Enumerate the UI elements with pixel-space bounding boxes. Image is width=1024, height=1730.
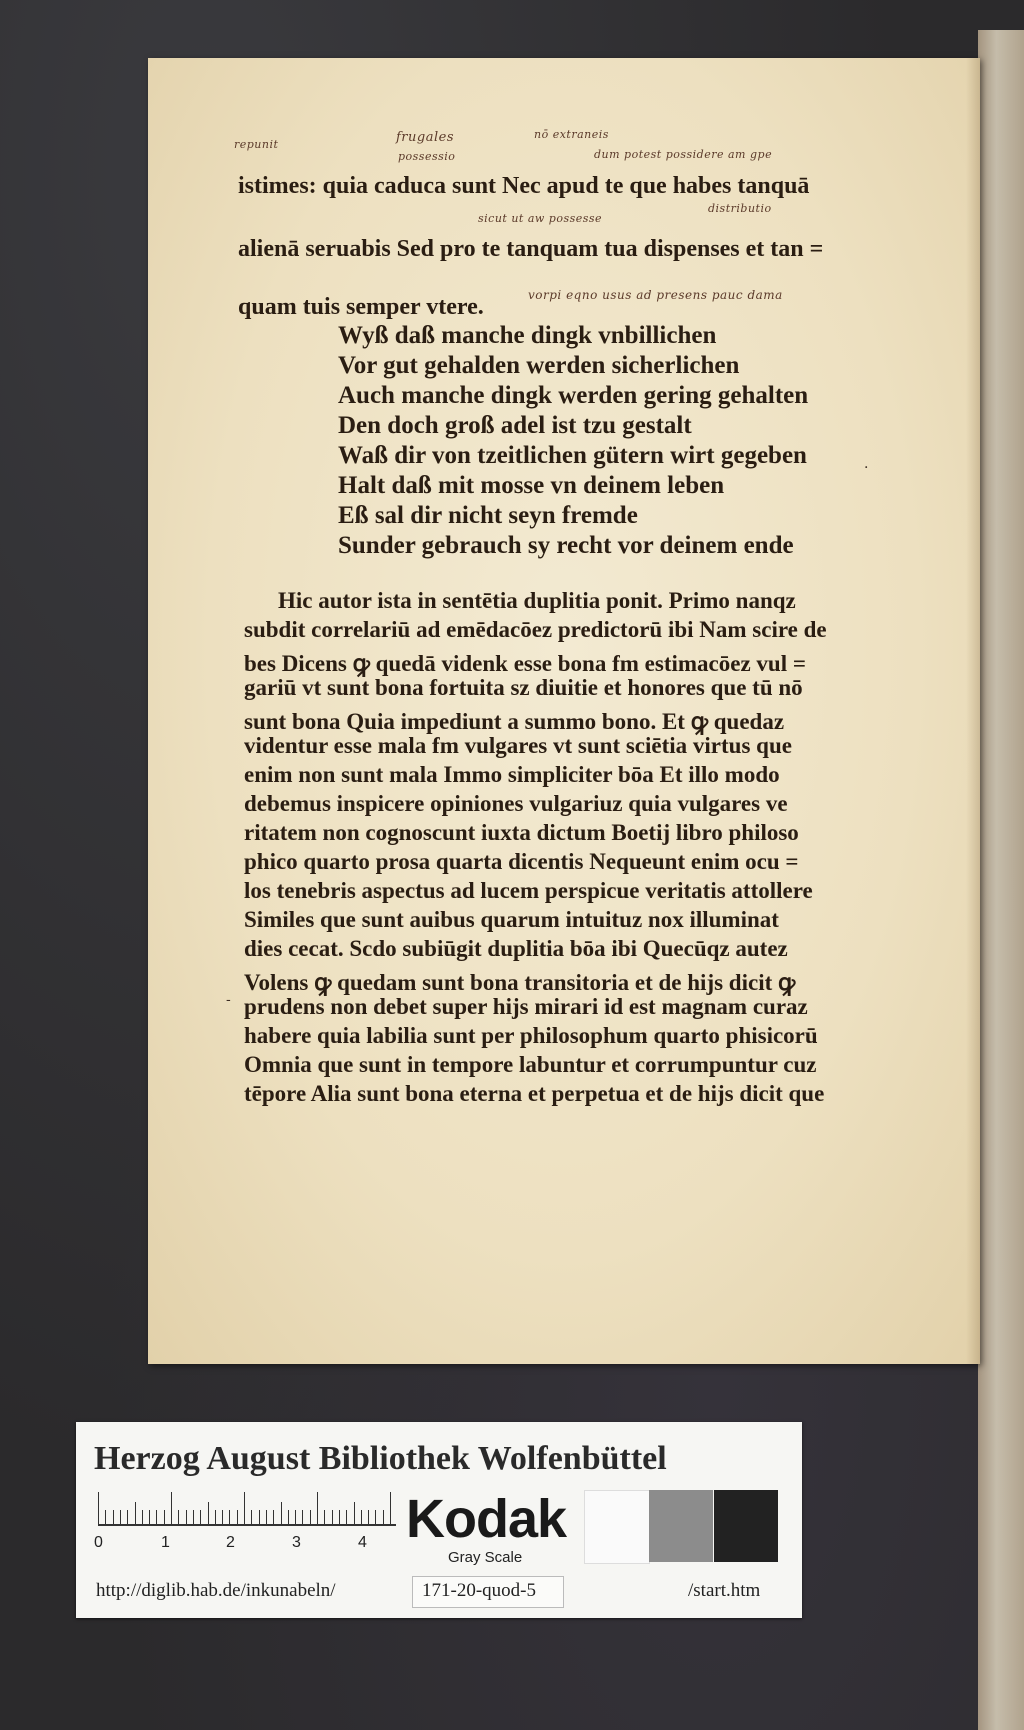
library-title: Herzog August Bibliothek Wolfenbüttel (94, 1440, 667, 1477)
verse-line: Halt daß mit mosse vn deinem leben (338, 472, 725, 499)
ruler-tick (244, 1492, 245, 1524)
verse-line: Vor gut gehalden werden sicherlichen (338, 352, 740, 379)
verse-line: Wyß daß manche dingk vnbillichen (338, 322, 717, 349)
facing-page-edge (978, 30, 1024, 1730)
url-prefix: http://diglib.hab.de/inkunabeln/ (96, 1580, 336, 1601)
ruler-tick (208, 1502, 209, 1524)
ruler-tick (346, 1510, 347, 1524)
gloss: frugales (396, 130, 454, 145)
url-suffix: /start.htm (688, 1580, 761, 1601)
ruler-tick (229, 1510, 230, 1524)
ruler-tick (215, 1510, 216, 1524)
commentary-line: los tenebris aspectus ad lucem perspicue veritatis attollere (244, 878, 813, 903)
ruler-tick (310, 1510, 311, 1524)
ruler-tick (127, 1510, 128, 1524)
ruler-tick (171, 1492, 172, 1524)
ruler-tick (186, 1510, 187, 1524)
commentary-line: gariū vt sunt bona fortuita sz diuitie et honores que tū nō (244, 675, 803, 700)
ruler-tick (361, 1510, 362, 1524)
ruler-tick (200, 1510, 201, 1524)
ruler (98, 1490, 396, 1526)
library-scale-card (76, 1422, 802, 1618)
commentary-line: sunt bona Quia impediunt a summo bono. Et ꝙ quedaz (244, 709, 785, 734)
commentary-line: Hic autor ista in sentētia duplitia ponit. Primo nanqz (278, 588, 796, 613)
commentary-line: enim non sunt mala Immo simpliciter bōa Et illo modo (244, 762, 780, 787)
gloss: vorpi eqno usus ad presens pauc dama (528, 288, 783, 302)
ruler-tick (273, 1510, 274, 1524)
ruler-number: 0 (94, 1534, 103, 1551)
pen-mark: - (226, 992, 231, 1008)
commentary-line: subdit correlariū ad emēdacōez predictorū ibi Nam scire de (244, 617, 827, 642)
commentary-line: Similes que sunt auibus quarum intuituz nox illuminat (244, 907, 779, 932)
commentary-line: habere quia labilia sunt per philosophum quarto phisicorū (244, 1023, 818, 1048)
prose-line: quam tuis semper vtere. (238, 294, 484, 320)
ruler-tick (295, 1510, 296, 1524)
ruler-number: 2 (226, 1534, 235, 1551)
ruler-tick (193, 1510, 194, 1524)
gloss: repunit (234, 138, 279, 151)
prose-line: alienā seruabis Sed pro te tanquam tua dispenses et tan = (238, 236, 824, 262)
ruler-tick (375, 1510, 376, 1524)
ruler-tick (98, 1492, 99, 1524)
ruler-tick (281, 1502, 282, 1524)
ruler-tick (164, 1510, 165, 1524)
commentary-line: tēpore Alia sunt bona eterna et perpetua et de hijs dicit que (244, 1081, 825, 1106)
ruler-tick (317, 1492, 318, 1524)
gloss: nō extraneis (534, 128, 609, 141)
ruler-tick (120, 1510, 121, 1524)
grayscale-label: Gray Scale (448, 1549, 523, 1566)
ruler-tick (324, 1510, 325, 1524)
commentary-line: ritatem non cognoscunt iuxta dictum Boetij libro philoso (244, 820, 799, 845)
ruler-tick (156, 1510, 157, 1524)
commentary-line: videntur esse mala fm vulgares vt sunt sciētia virtus que (244, 733, 792, 758)
commentary-line: bes Dicens ꝙ quedā videnk esse bona fm estimacōez vul = (244, 651, 806, 676)
commentary-line: dies cecat. Scdo subiūgit duplitia bōa ibi Quecūqz autez (244, 936, 788, 961)
ruler-number: 4 (358, 1534, 367, 1551)
pen-mark: · (864, 460, 869, 476)
verse-line: Eß sal dir nicht seyn fremde (338, 502, 638, 529)
commentary-line: Omnia que sunt in tempore labuntur et corrumpuntur cuz (244, 1052, 817, 1077)
ruler-number: 3 (292, 1534, 301, 1551)
ruler-tick (149, 1510, 150, 1524)
kodak-logo: Kodak (406, 1489, 567, 1549)
ruler-tick (222, 1510, 223, 1524)
ruler-tick (266, 1510, 267, 1524)
ruler-tick (332, 1510, 333, 1524)
ruler-tick (142, 1510, 143, 1524)
ruler-tick (113, 1510, 114, 1524)
prose-line: istimes: quia caduca sunt Nec apud te que habes tanquā (238, 173, 810, 199)
ruler-tick (178, 1510, 179, 1524)
gray-swatch-mid (649, 1490, 713, 1562)
ruler-tick (390, 1492, 391, 1524)
ruler-tick (339, 1510, 340, 1524)
commentary-line: prudens non debet super hijs mirari id est magnam curaz (244, 994, 808, 1019)
ruler-tick (288, 1510, 289, 1524)
verse-line: Waß dir von tzeitlichen gütern wirt gegeben (338, 442, 807, 469)
url-id: 171-20-quod-5 (422, 1580, 536, 1601)
verse-line: Auch manche dingk werden gering gehalten (338, 382, 809, 409)
gloss: possessio (398, 150, 456, 163)
gray-swatch-black (714, 1490, 778, 1562)
ruler-tick (135, 1502, 136, 1524)
verse-line: Sunder gebrauch sy recht vor deinem ende (338, 532, 794, 559)
ruler-number: 1 (161, 1534, 170, 1551)
ruler-tick (302, 1510, 303, 1524)
commentary-line: debemus inspicere opiniones vulgariuz quia vulgares ve (244, 791, 788, 816)
ruler-tick (354, 1502, 355, 1524)
ruler-tick (251, 1510, 252, 1524)
ruler-tick (383, 1510, 384, 1524)
verse-line: Den doch groß adel ist tzu gestalt (338, 412, 692, 439)
incunabulum-page (148, 58, 980, 1364)
ruler-tick (237, 1510, 238, 1524)
commentary-block (244, 588, 944, 1148)
ruler-tick (368, 1510, 369, 1524)
ruler-tick (105, 1510, 106, 1524)
commentary-line: Volens ꝙ quedam sunt bona transitoria et de hijs dicit ꝙ (244, 970, 796, 995)
commentary-line: phico quarto prosa quarta dicentis Nequeunt enim ocu = (244, 849, 799, 874)
ruler-tick (259, 1510, 260, 1524)
gloss: distributio (708, 202, 772, 215)
gray-swatch-white (584, 1490, 650, 1564)
gloss: sicut ut aw possesse (478, 212, 603, 225)
gloss: dum potest possidere am gpe (594, 148, 773, 161)
